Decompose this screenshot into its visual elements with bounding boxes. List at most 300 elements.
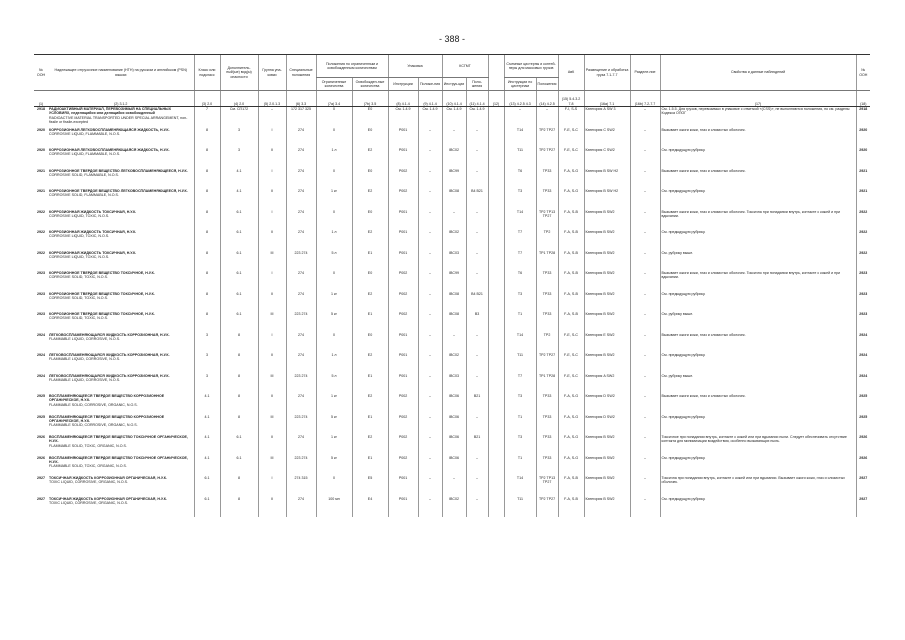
- shipping-name-cell: [48, 292, 194, 313]
- cell-lq: 1 л: [316, 148, 352, 169]
- cell-cls: 8: [194, 271, 220, 292]
- cell-ii: IBC03: [442, 374, 466, 395]
- cell-sg: –: [630, 169, 660, 190]
- cell-pi: P002: [388, 312, 418, 333]
- cell-ii: IBC08: [442, 292, 466, 313]
- cell-sp: 274: [286, 210, 316, 231]
- blank-cell: [488, 394, 504, 415]
- cell-lq: 5 кг: [316, 312, 352, 333]
- shipping-name-cell: [48, 394, 194, 415]
- header-ibc: КСГМГ: [442, 55, 488, 78]
- cell-eq: E0: [352, 333, 388, 354]
- cell-sp: 223 274: [286, 251, 316, 272]
- un-number-cell: 2922: [856, 230, 870, 251]
- stowage-cell: Категория D SW2: [584, 415, 630, 436]
- blank-cell: [488, 107, 504, 128]
- cell-ip: B21: [466, 394, 488, 415]
- blank-cell: [488, 476, 504, 497]
- column-numbers-row: [34, 91, 870, 107]
- blank-cell: [488, 292, 504, 313]
- cell-sub: 8: [220, 497, 258, 518]
- shipping-name-cell: [48, 169, 194, 190]
- un-number-cell: 2924: [37, 353, 45, 357]
- cell-pi: См. 1.4.9: [388, 107, 418, 128]
- un-number-cell: 2921: [37, 168, 45, 173]
- cell-cls: 4.1: [194, 435, 220, 456]
- cell-ti: T14: [504, 210, 536, 231]
- column-number: (16a) 7.1: [584, 91, 630, 107]
- shipping-name-ru: ВОСПЛАМЕНЯЮЩЕЕСЯ ТВЕРДОЕ ВЕЩЕСТВО КОРРОЗИОННОЕ ОРГАНИЧЕСКОЕ, Н.У.К.: [49, 394, 165, 403]
- cell-sp: 274: [286, 230, 316, 251]
- header-name: Надлежащее отгрузочное наименование (НТН) на русском и английском (PSN) языках: [48, 55, 194, 91]
- un-number-cell: 2927: [856, 476, 870, 497]
- shipping-name-en: TOXIC LIQUID, CORROSIVE, ORGANIC, N.O.S.: [49, 500, 129, 505]
- cell-ii: IBC06: [442, 456, 466, 477]
- shipping-name-cell: [48, 312, 194, 333]
- shipping-name-cell: [48, 210, 194, 231]
- un-number-cell: 2925: [37, 414, 45, 419]
- properties-cell: См. рубрику выше.: [660, 251, 856, 272]
- properties-cell: Вызывает ожоги кожи, глаз и слизистых оболочек. Токсична при попадании внутрь, контакте с кожей и при вдыхании.: [660, 210, 856, 231]
- shipping-name-cell: [48, 107, 194, 128]
- cell-lq: 0: [316, 169, 352, 190]
- shipping-name-ru: КОРРОЗИОННАЯ ЛЕГКОВОСПЛАМЕНЯЮЩАЯСЯ ЖИДКОСТЬ, Н.У.К.: [49, 148, 170, 152]
- table-row: [34, 210, 870, 231]
- blank-cell: [488, 128, 504, 149]
- un-number-cell: 2924: [856, 374, 870, 395]
- cell-pg: II: [258, 292, 286, 313]
- cell-lq: 0: [316, 107, 352, 128]
- stowage-cell: Категория B SW2: [584, 292, 630, 313]
- cell-cls: 6.1: [194, 497, 220, 518]
- cell-sp: 274: [286, 394, 316, 415]
- cell-ii: IBC08: [442, 312, 466, 333]
- cell-sp: 274: [286, 189, 316, 210]
- table-row: [34, 230, 870, 251]
- shipping-name-ru: КОРРОЗИОННАЯ ЖИДКОСТЬ ТОКСИЧНАЯ, Н.У.К.: [49, 230, 137, 234]
- shipping-name-ru: ЛЕГКОВОСПЛАМЕНЯЮЩАЯСЯ ЖИДКОСТЬ КОРРОЗИОННАЯ, Н.У.К.: [49, 353, 170, 357]
- blank-cell: [488, 312, 504, 333]
- properties-cell: См. 1.5.5. Для грузов, перевозимых в упаковке с отметкой «(CSS)», не выполняются положения, но см. разделы Кодекса ОПОГ: [660, 107, 856, 128]
- cell-ems: F-I, S-S: [558, 107, 584, 128]
- shipping-name-en: FLAMMABLE SOLID, CORROSIVE, ORGANIC, N.O.S.: [49, 423, 138, 428]
- cell-pp: –: [418, 292, 442, 313]
- cell-eq: E1: [352, 251, 388, 272]
- cell-ii: –: [442, 210, 466, 231]
- cell-eq: E2: [352, 394, 388, 415]
- properties-cell: См. предыдущую рубрику.: [660, 415, 856, 436]
- un-number-cell: 2923: [37, 271, 45, 275]
- un-number-cell: 2921: [856, 189, 870, 210]
- cell-sub: 3: [220, 148, 258, 169]
- header-special-provisions: Специальные положения: [286, 55, 316, 91]
- cell-pi: P002: [388, 394, 418, 415]
- properties-cell: См. предыдущую рубрику.: [660, 148, 856, 169]
- header-tank-i: Инструкции по цистернам: [504, 78, 536, 91]
- header-eq: Освобожден-ные количества: [352, 78, 388, 91]
- cell-pp: –: [418, 251, 442, 272]
- cell-pg: I: [258, 128, 286, 149]
- cell-tp: TP2 TP27: [536, 148, 558, 169]
- cell-tp: TP2: [536, 230, 558, 251]
- header-properties: Свойства и данные наблюдений: [660, 55, 856, 91]
- un-number-cell: 2927: [37, 496, 45, 501]
- un-number-cell: 2924: [37, 332, 45, 337]
- cell-tp: TP2 TP13 TP27: [536, 210, 558, 231]
- cell-sub: 6.1: [220, 435, 258, 456]
- cell-ems: F-A, S-B: [558, 497, 584, 518]
- shipping-name-cell: [48, 271, 194, 292]
- table-row: [34, 292, 870, 313]
- table-row: [34, 251, 870, 272]
- stowage-cell: Категория А SW 3: [584, 107, 630, 128]
- column-number: (10) 4.1.4: [442, 91, 466, 107]
- cell-ip: –: [466, 497, 488, 518]
- cell-ti: T3: [504, 292, 536, 313]
- cell-ip: –: [466, 456, 488, 477]
- cell-pi: P001: [388, 210, 418, 231]
- cell-sp: 223 274: [286, 415, 316, 436]
- cell-lq: 1 кг: [316, 435, 352, 456]
- properties-cell: Вызывает ожоги кожи, глаз и слизистых оболочек.: [660, 394, 856, 415]
- cell-tp: TP33: [536, 189, 558, 210]
- cell-tp: TP2 TP27: [536, 497, 558, 518]
- cell-ems: F-E, S-C: [558, 374, 584, 395]
- stowage-cell: Категория B SW2: [584, 497, 630, 518]
- shipping-name-ru: РАДИОАКТИВНЫЙ МАТЕРИАЛ, ПЕРЕВОЗИМЫЙ НА СПЕЦИАЛЬНЫХ УСЛОВИЯХ, неделящийся или делящийся освобожденный: [49, 107, 171, 116]
- cell-ii: IBC02: [442, 497, 466, 518]
- shipping-name-cell: [48, 148, 194, 169]
- header-tanks: Съемные цистерны и контей-неры для массовых грузов: [504, 55, 558, 78]
- cell-lq: 0: [316, 333, 352, 354]
- table-row: [34, 107, 870, 128]
- cell-pi: P001: [388, 148, 418, 169]
- column-number: (6) 3.3: [286, 91, 316, 107]
- cell-tp: TP33: [536, 271, 558, 292]
- blank-cell: [488, 374, 504, 395]
- table-row: [34, 333, 870, 354]
- cell-sg: –: [630, 394, 660, 415]
- shipping-name-cell: [48, 230, 194, 251]
- cell-ip: См. 1.4.9: [466, 107, 488, 128]
- cell-lq: 100 мл: [316, 497, 352, 518]
- table-row: [34, 374, 870, 395]
- shipping-name-en: FLAMMABLE SOLID, TOXIC, ORGANIC, N.O.S.: [49, 443, 127, 448]
- column-number: (17): [660, 91, 856, 107]
- shipping-name-en: CORROSIVE SOLID, TOXIC, N.O.S.: [49, 275, 108, 280]
- un-number-cell: 2918: [856, 107, 870, 128]
- cell-ii: –: [442, 476, 466, 497]
- properties-cell: Токсична при попадании внутрь, контакте с кожей или при вдыхании. Вызывает ожоги кожи, глаз и слизистых оболочек.: [660, 476, 856, 497]
- un-number-cell: 2926: [856, 435, 870, 456]
- cell-ip: B21: [466, 435, 488, 456]
- cell-ti: T7: [504, 251, 536, 272]
- un-number-cell: 2922: [856, 210, 870, 231]
- cell-pg: –: [258, 107, 286, 128]
- table-row: [34, 189, 870, 210]
- cell-sub: 6.1: [220, 292, 258, 313]
- header-un-right: № ООН: [856, 55, 870, 91]
- cell-ip: –: [466, 230, 488, 251]
- cell-ip: –: [466, 333, 488, 354]
- shipping-name-cell: [48, 476, 194, 497]
- cell-ip: –: [466, 415, 488, 436]
- shipping-name-cell: [48, 333, 194, 354]
- cell-ti: T14: [504, 476, 536, 497]
- stowage-cell: Категория B SW2: [584, 456, 630, 477]
- shipping-name-cell: [48, 456, 194, 477]
- cell-eq: E0: [352, 169, 388, 190]
- shipping-name-ru: КОРРОЗИОННАЯ ЛЕГКОВОСПЛАМЕНЯЮЩАЯСЯ ЖИДКОСТЬ, Н.У.К.: [49, 127, 170, 132]
- shipping-name-en: FLAMMABLE LIQUID, CORROSIVE, N.O.S.: [49, 357, 121, 362]
- cell-pp: –: [418, 169, 442, 190]
- blank-cell: [488, 210, 504, 231]
- cell-ti: T6: [504, 271, 536, 292]
- cell-eq: E1: [352, 415, 388, 436]
- table-row: [34, 353, 870, 374]
- cell-sp: 223 274: [286, 374, 316, 395]
- table-row: [34, 128, 870, 149]
- cell-ems: F-A, S-B: [558, 271, 584, 292]
- un-number-cell: 2921: [37, 189, 45, 193]
- cell-sg: –: [630, 292, 660, 313]
- shipping-name-ru: КОРРОЗИОННОЕ ТВЕРДОЕ ВЕЩЕСТВО ТОКСИЧНОЕ, Н.У.К.: [49, 312, 155, 316]
- cell-sg: –: [630, 251, 660, 272]
- un-number-cell: 2925: [856, 394, 870, 415]
- cell-tp: TP33: [536, 415, 558, 436]
- column-number: (12): [488, 91, 504, 107]
- cell-eq: E2: [352, 189, 388, 210]
- shipping-name-ru: КОРРОЗИОННАЯ ЖИДКОСТЬ ТОКСИЧНАЯ, Н.У.К.: [49, 209, 137, 214]
- cell-lq: 1 кг: [316, 189, 352, 210]
- cell-pi: P002: [388, 415, 418, 436]
- un-number-cell: 2927: [37, 476, 45, 480]
- un-number-cell: 2924: [37, 373, 45, 378]
- un-number-cell: 2920: [37, 148, 45, 152]
- cell-pp: –: [418, 210, 442, 231]
- cell-pi: P002: [388, 456, 418, 477]
- blank-cell: [488, 148, 504, 169]
- cell-sp: 274: [286, 497, 316, 518]
- cell-ti: T3: [504, 394, 536, 415]
- un-number-cell: 2924: [856, 353, 870, 374]
- cell-ems: F-A, S-G: [558, 394, 584, 415]
- un-number-cell: 2922: [37, 230, 45, 234]
- blank-cell: [488, 333, 504, 354]
- cell-ii: IBC99: [442, 271, 466, 292]
- dangerous-goods-list-table: [34, 54, 870, 517]
- cell-ems: F-A, S-B: [558, 476, 584, 497]
- cell-tp: TP2 TP27: [536, 353, 558, 374]
- un-number-cell: 2921: [856, 169, 870, 190]
- cell-eq: E2: [352, 148, 388, 169]
- cell-ems: F-E, S-C: [558, 148, 584, 169]
- cell-cls: 6.1: [194, 476, 220, 497]
- shipping-name-cell: [48, 189, 194, 210]
- cell-lq: 5 кг: [316, 415, 352, 436]
- cell-lq: 0: [316, 476, 352, 497]
- cell-eq: E2: [352, 353, 388, 374]
- column-number: (16b) 7.2-7.7: [630, 91, 660, 107]
- cell-sub: 8: [220, 374, 258, 395]
- cell-tp: TP1 TP28: [536, 251, 558, 272]
- cell-ems: F-A, S-G: [558, 456, 584, 477]
- column-number: (1): [34, 91, 48, 107]
- cell-ems: F-A, S-B: [558, 210, 584, 231]
- cell-lq: 1 кг: [316, 292, 352, 313]
- properties-cell: Вызывает ожоги кожи, глаз и слизистых оболочек. Токсично при попадании внутрь, контакте с кожей и при вдыхании.: [660, 271, 856, 292]
- cell-cls: 8: [194, 210, 220, 231]
- cell-lq: 5 кг: [316, 456, 352, 477]
- properties-cell: См. предыдущую рубрику.: [660, 456, 856, 477]
- cell-sp: 223 274: [286, 312, 316, 333]
- cell-ti: T11: [504, 353, 536, 374]
- header-subrisk: Дополнитель-ный(ые) вид(ы) опасности: [220, 55, 258, 91]
- properties-cell: См. предыдущую рубрику.: [660, 497, 856, 518]
- un-number-cell: 2924: [856, 333, 870, 354]
- cell-sp: 274: [286, 128, 316, 149]
- cell-tp: TP2 TP13 TP27: [536, 476, 558, 497]
- stowage-cell: Категория B SW2: [584, 435, 630, 456]
- cell-sg: –: [630, 312, 660, 333]
- cell-sp: 274: [286, 169, 316, 190]
- cell-ii: IBC99: [442, 169, 466, 190]
- cell-ii: IBC06: [442, 435, 466, 456]
- column-number: (5) 2.0.1.3: [258, 91, 286, 107]
- cell-tp: –: [536, 107, 558, 128]
- cell-cls: 8: [194, 148, 220, 169]
- un-number-cell: 2918: [37, 107, 45, 111]
- cell-tp: TP33: [536, 292, 558, 313]
- column-number: (15) 5.4.3.2 7.8: [558, 91, 584, 107]
- column-number: (13) 4.2.5 4.3: [504, 91, 536, 107]
- cell-pi: P001: [388, 230, 418, 251]
- shipping-name-ru: ТОКСИЧНАЯ ЖИДКОСТЬ КОРРОЗИОННАЯ ОРГАНИЧЕСКАЯ, Н.У.К.: [49, 476, 167, 480]
- cell-lq: 1 л: [316, 353, 352, 374]
- table-row: [34, 415, 870, 436]
- stowage-cell: Категория C SW2: [584, 148, 630, 169]
- cell-ip: –: [466, 353, 488, 374]
- blank-cell: [488, 415, 504, 436]
- cell-tp: TP33: [536, 312, 558, 333]
- cell-lq: 0: [316, 210, 352, 231]
- cell-sg: –: [630, 210, 660, 231]
- cell-sg: –: [630, 497, 660, 518]
- header-lq: Ограниченные количества: [316, 78, 352, 91]
- shipping-name-ru: КОРРОЗИОННАЯ ЖИДКОСТЬ ТОКСИЧНАЯ, Н.У.К.: [49, 250, 137, 255]
- cell-tp: TP2: [536, 333, 558, 354]
- cell-pp: –: [418, 353, 442, 374]
- cell-pg: II: [258, 148, 286, 169]
- un-number-cell: 2923: [856, 312, 870, 333]
- cell-sp: 223 274: [286, 456, 316, 477]
- header-tank-p: Положения: [536, 78, 558, 91]
- cell-eq: E0: [352, 107, 388, 128]
- cell-cls: 4.1: [194, 394, 220, 415]
- shipping-name-en: FLAMMABLE SOLID, TOXIC, ORGANIC, N.O.S.: [49, 464, 127, 469]
- column-number: (18): [856, 91, 870, 107]
- shipping-name-cell: [48, 128, 194, 149]
- table-header: [34, 55, 870, 107]
- cell-sg: –: [630, 476, 660, 497]
- blank-cell: [488, 251, 504, 272]
- un-number-cell: 2920: [856, 128, 870, 149]
- cell-tp: TP1 TP28: [536, 374, 558, 395]
- stowage-cell: Категория B SW2: [584, 353, 630, 374]
- shipping-name-en: FLAMMABLE LIQUID, CORROSIVE, N.O.S.: [49, 336, 121, 341]
- cell-pg: III: [258, 456, 286, 477]
- cell-cls: 8: [194, 312, 220, 333]
- shipping-name-ru: КОРРОЗИОННОЕ ТВЕРДОЕ ВЕЩЕСТВО ТОКСИЧНОЕ, Н.У.К.: [49, 291, 155, 296]
- cell-sub: 8: [220, 415, 258, 436]
- cell-eq: E2: [352, 292, 388, 313]
- cell-sg: –: [630, 456, 660, 477]
- cell-ip: –: [466, 148, 488, 169]
- cell-sp: 172 317 325: [286, 107, 316, 128]
- cell-pg: II: [258, 497, 286, 518]
- un-number-cell: 2926: [37, 435, 45, 439]
- un-number-cell: 2923: [37, 291, 45, 296]
- cell-pg: III: [258, 251, 286, 272]
- cell-ii: IBC06: [442, 415, 466, 436]
- cell-tp: TP33: [536, 435, 558, 456]
- cell-ii: IBC02: [442, 148, 466, 169]
- cell-sub: 6.1: [220, 210, 258, 231]
- cell-pp: –: [418, 415, 442, 436]
- cell-cls: 3: [194, 374, 220, 395]
- cell-cls: 8: [194, 251, 220, 272]
- shipping-name-en: CORROSIVE SOLID, FLAMMABLE, N.O.S.: [49, 193, 119, 198]
- header-segregation: Разделе-ние: [630, 55, 660, 91]
- column-number: (11) 4.1.4: [466, 91, 488, 107]
- cell-ems: F-A, S-G: [558, 169, 584, 190]
- cell-ip: –: [466, 251, 488, 272]
- cell-pp: –: [418, 148, 442, 169]
- cell-sub: 4.1: [220, 169, 258, 190]
- header-ems: АвК: [558, 55, 584, 91]
- cell-pi: P002: [388, 435, 418, 456]
- stowage-cell: Категория B SW2: [584, 210, 630, 231]
- cell-sg: –: [630, 128, 660, 149]
- cell-tp: TP33: [536, 394, 558, 415]
- cell-ti: T7: [504, 230, 536, 251]
- cell-ip: –: [466, 271, 488, 292]
- shipping-name-ru: ВОСПЛАМЕНЯЮЩЕЕСЯ ТВЕРДОЕ ВЕЩЕСТВО КОРРОЗИОННОЕ ОРГАНИЧЕСКОЕ, Н.У.К.: [49, 414, 165, 423]
- page-number: - 388 -: [438, 34, 466, 44]
- cell-cls: 8: [194, 128, 220, 149]
- table-row: [34, 456, 870, 477]
- properties-cell: См. предыдущую рубрику.: [660, 353, 856, 374]
- cell-pp: –: [418, 394, 442, 415]
- column-number: (2) 3.1.2: [48, 91, 194, 107]
- cell-ip: –: [466, 210, 488, 231]
- cell-ip: B4 B21: [466, 292, 488, 313]
- table-row: [34, 271, 870, 292]
- cell-cls: 8: [194, 230, 220, 251]
- cell-pp: –: [418, 435, 442, 456]
- cell-pg: III: [258, 415, 286, 436]
- cell-tp: TP33: [536, 169, 558, 190]
- shipping-name-en: CORROSIVE LIQUID, TOXIC, N.O.S.: [49, 254, 110, 259]
- cell-ems: F-E, S-C: [558, 333, 584, 354]
- cell-ti: T1: [504, 415, 536, 436]
- cell-pg: I: [258, 476, 286, 497]
- shipping-name-cell: [48, 415, 194, 436]
- cell-sp: 274: [286, 435, 316, 456]
- cell-sp: 274: [286, 292, 316, 313]
- cell-cls: 8: [194, 189, 220, 210]
- stowage-cell: Категория A SW2: [584, 374, 630, 395]
